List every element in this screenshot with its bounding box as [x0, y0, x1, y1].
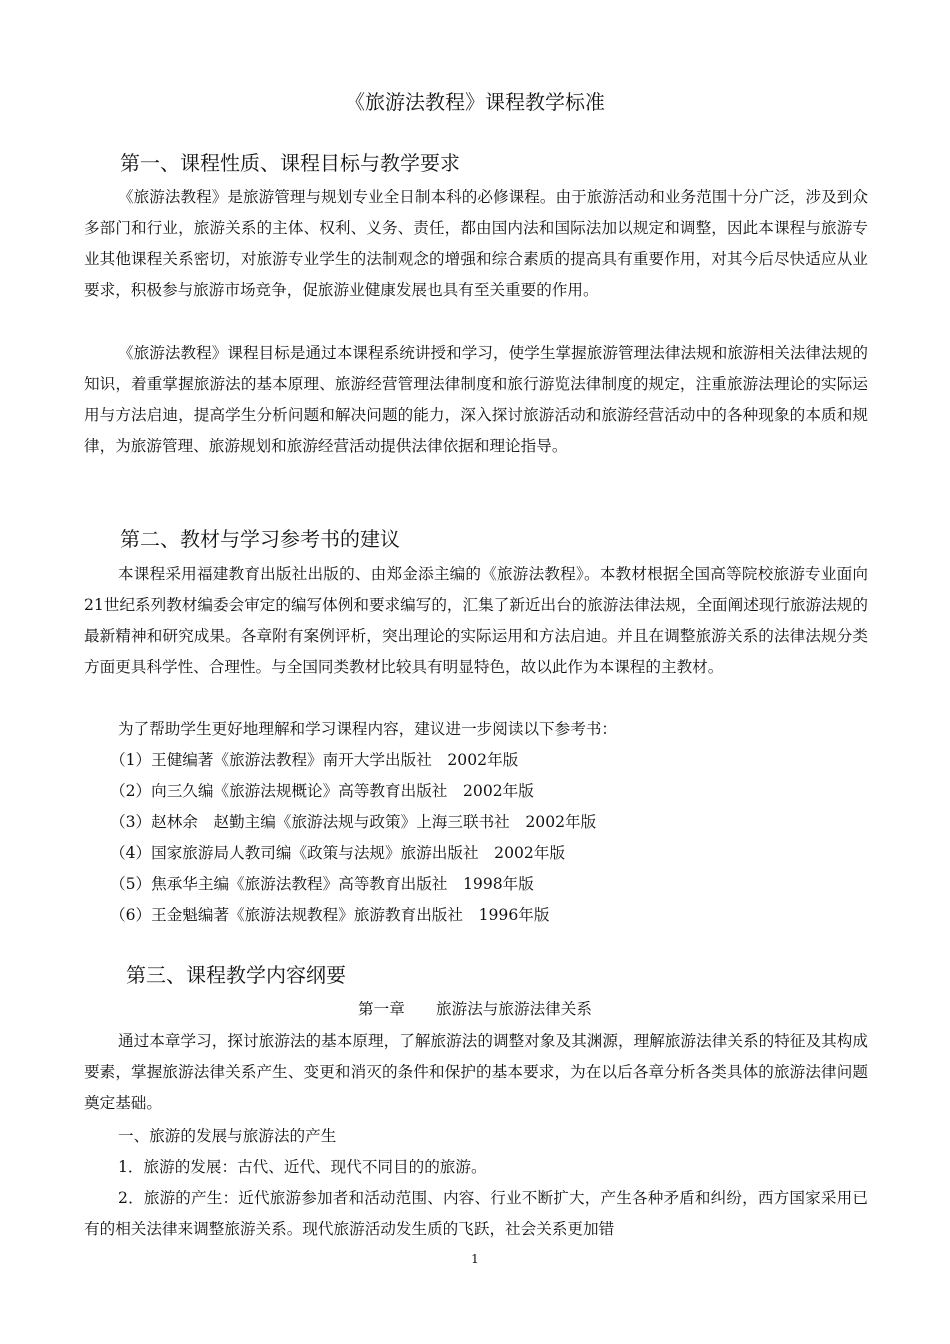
list-item: 2．旅游的产生：近代旅游参加者和活动范围、内容、行业不断扩大，产生各种矛盾和纠纷，西方国家采用已有的相关法律来调整旅游关系。现代旅游活动发生质的飞跃，社会关系更加错 [84, 1189, 868, 1238]
section1-paragraph-2: 《旅游法教程》课程目标是通过本课程系统讲授和学习，使学生掌握旅游管理法律法规和旅游相关法律法规的知识，着重掌握旅游法的基本原理、旅游经营管理法律制度和旅行游览法律制度的规定，注重旅游法理论的实际运用与方法启迪，提高学生分析问题和解决问题的能力，深入探讨旅游活动和旅游经营活动中的各种现象的本质和规律，为旅游管理、旅游规划和旅游经营活动提供法律依据和理论指导。 [84, 344, 868, 455]
list-item: 1．旅游的发展：古代、近代、现代不同目的的旅游。 [118, 1158, 487, 1176]
reference-item: （5）焦承华主编《旅游法教程》高等教育出版社 1998年版 [110, 875, 534, 893]
reference-item: （1）王健编著《旅游法教程》南开大学出版社 2002年版 [110, 751, 519, 769]
subsection-heading: 一、旅游的发展与旅游法的产生 [118, 1127, 337, 1145]
section1-paragraph-1: 《旅游法教程》是旅游管理与规划专业全日制本科的必修课程。由于旅游活动和业务范围十分广泛，涉及到众多部门和行业，旅游关系的主体、权利、义务、责任，都由国内法和国际法加以规定和调整，因此本课程与旅游专业其他课程关系密切，对旅游专业学生的法制观念的增强和综合素质的提高具有重要作用，对其今后尽快适应从业要求，积极参与旅游市场竞争，促旅游业健康发展也具有至关重要的作用。 [84, 188, 868, 299]
reference-item: （4）国家旅游局人教司编《政策与法规》旅游出版社 2002年版 [110, 844, 566, 862]
reference-item: （2）向三久编《旅游法规概论》高等教育出版社 2002年版 [110, 782, 534, 800]
section1-heading: 第一、课程性质、课程目标与教学要求 [120, 151, 460, 175]
references-intro: 为了帮助学生更好地理解和学习课程内容，建议进一步阅读以下参考书： [118, 720, 618, 738]
section3-heading: 第三、课程教学内容纲要 [126, 963, 346, 987]
section2-paragraph-1: 本课程采用福建教育出版社出版的、由郑金添主编的《旅游法教程》。本教材根据全国高等院校旅游专业面向21世纪系列教材编委会审定的编写体例和要求编写的，汇集了新近出台的旅游法律法规，全面阐述现行旅游法规的最新精神和研究成果。各章附有案例评析，突出理论的实际运用和方法启迪。并且在调整旅游关系的法律法规分类方面更具科学性、合理性。与全国同类教材比较具有明显特色，故以此作为本课程的主教材。 [84, 565, 868, 676]
page-number: 1 [471, 1252, 479, 1266]
chapter-title: 第一章 旅游法与旅游法律关系 [358, 1000, 592, 1018]
document-title: 《旅游法教程》课程教学标准 [345, 90, 605, 114]
reference-item: （3）赵林余 赵勤主编《旅游法规与政策》上海三联书社 2002年版 [110, 813, 597, 831]
chapter1-intro-paragraph: 通过本章学习，探讨旅游法的基本原理，了解旅游法的调整对象及其渊源，理解旅游法律关系的特征及其构成要素，掌握旅游法律关系产生、变更和消灭的条件和保护的基本要求，为在以后各章分析各类具体的旅游法律问题奠定基础。 [84, 1032, 868, 1112]
section2-heading: 第二、教材与学习参考书的建议 [120, 527, 400, 551]
reference-item: （6）王金魁编著《旅游法规教程》旅游教育出版社 1996年版 [110, 906, 550, 924]
